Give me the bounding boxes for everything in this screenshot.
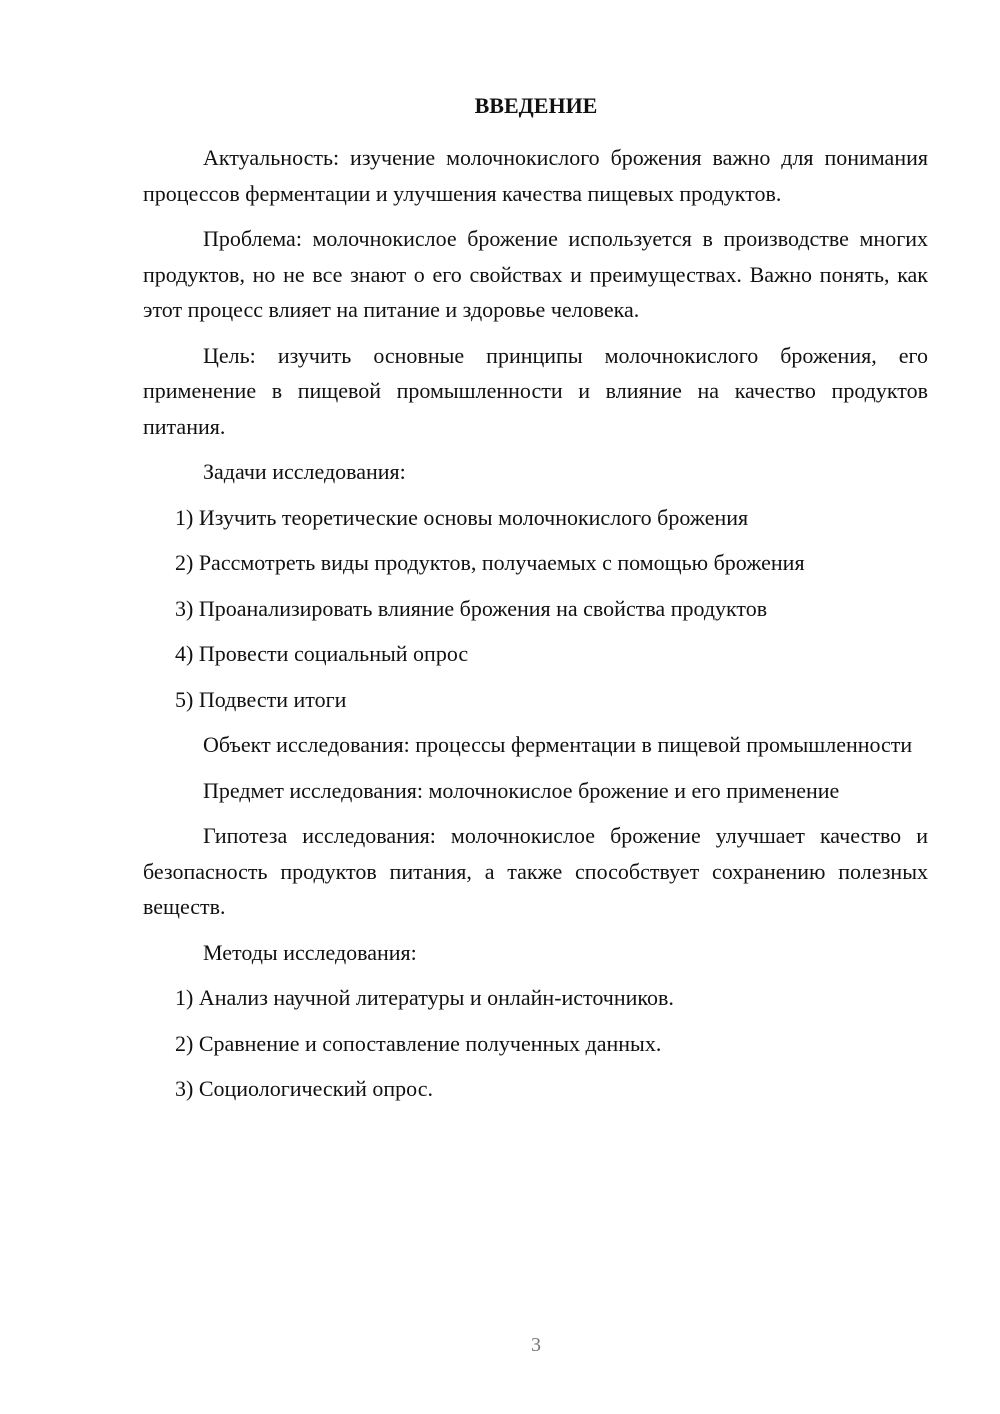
list-item: 4) Провести социальный опрос <box>175 641 469 666</box>
list-item: 3) Проанализировать влияние брожения на свойства продуктов <box>175 595 768 621</box>
methods-list <box>143 980 928 1107</box>
goal-paragraph: Цель: изучить основные принципы молочнокислого брожения, его применение в пищевой промышленности и влияние на качество продуктов питания. <box>143 342 928 439</box>
subject-paragraph: Предмет исследования: молочнокислое брожение и его применение <box>203 777 840 803</box>
page-number: 3 <box>531 1334 541 1356</box>
page-title: ВВЕДЕНИЕ <box>474 93 598 118</box>
tasks-list <box>143 500 928 718</box>
list-item: 2) Сравнение и сопоставление полученных данных. <box>175 1030 662 1056</box>
hypothesis-paragraph: Гипотеза исследования: молочнокислое брожение улучшает качество и безопасность продуктов питания, а также способствует сохранению полезных веществ. <box>143 823 928 919</box>
methods-heading: Методы исследования: <box>203 939 417 965</box>
list-item: 3) Социологический опрос. <box>175 1076 433 1101</box>
object-paragraph: Объект исследования: процессы ферментации в пищевой промышленности <box>203 732 913 757</box>
list-item: 5) Подвести итоги <box>175 686 347 712</box>
tasks-heading: Задачи исследования: <box>203 459 406 484</box>
problem-paragraph: Проблема: молочнокислое брожение используется в производстве многих продуктов, но не все знают о его свойствах и преимуществах. Важно понять, как этот процесс влияет на питание и здоровье человека. <box>143 226 928 322</box>
relevance-paragraph: Актуальность: изучение молочнокислого брожения важно для понимания процессов ферментации и улучшения качества пищевых продуктов. <box>143 145 928 206</box>
list-item: 1) Изучить теоретические основы молочнокислого брожения <box>175 504 749 530</box>
document-body <box>143 140 928 1117</box>
list-item: 2) Рассмотреть виды продуктов, получаемых с помощью брожения <box>175 550 805 575</box>
list-item: 1) Анализ научной литературы и онлайн-источников. <box>175 985 674 1010</box>
